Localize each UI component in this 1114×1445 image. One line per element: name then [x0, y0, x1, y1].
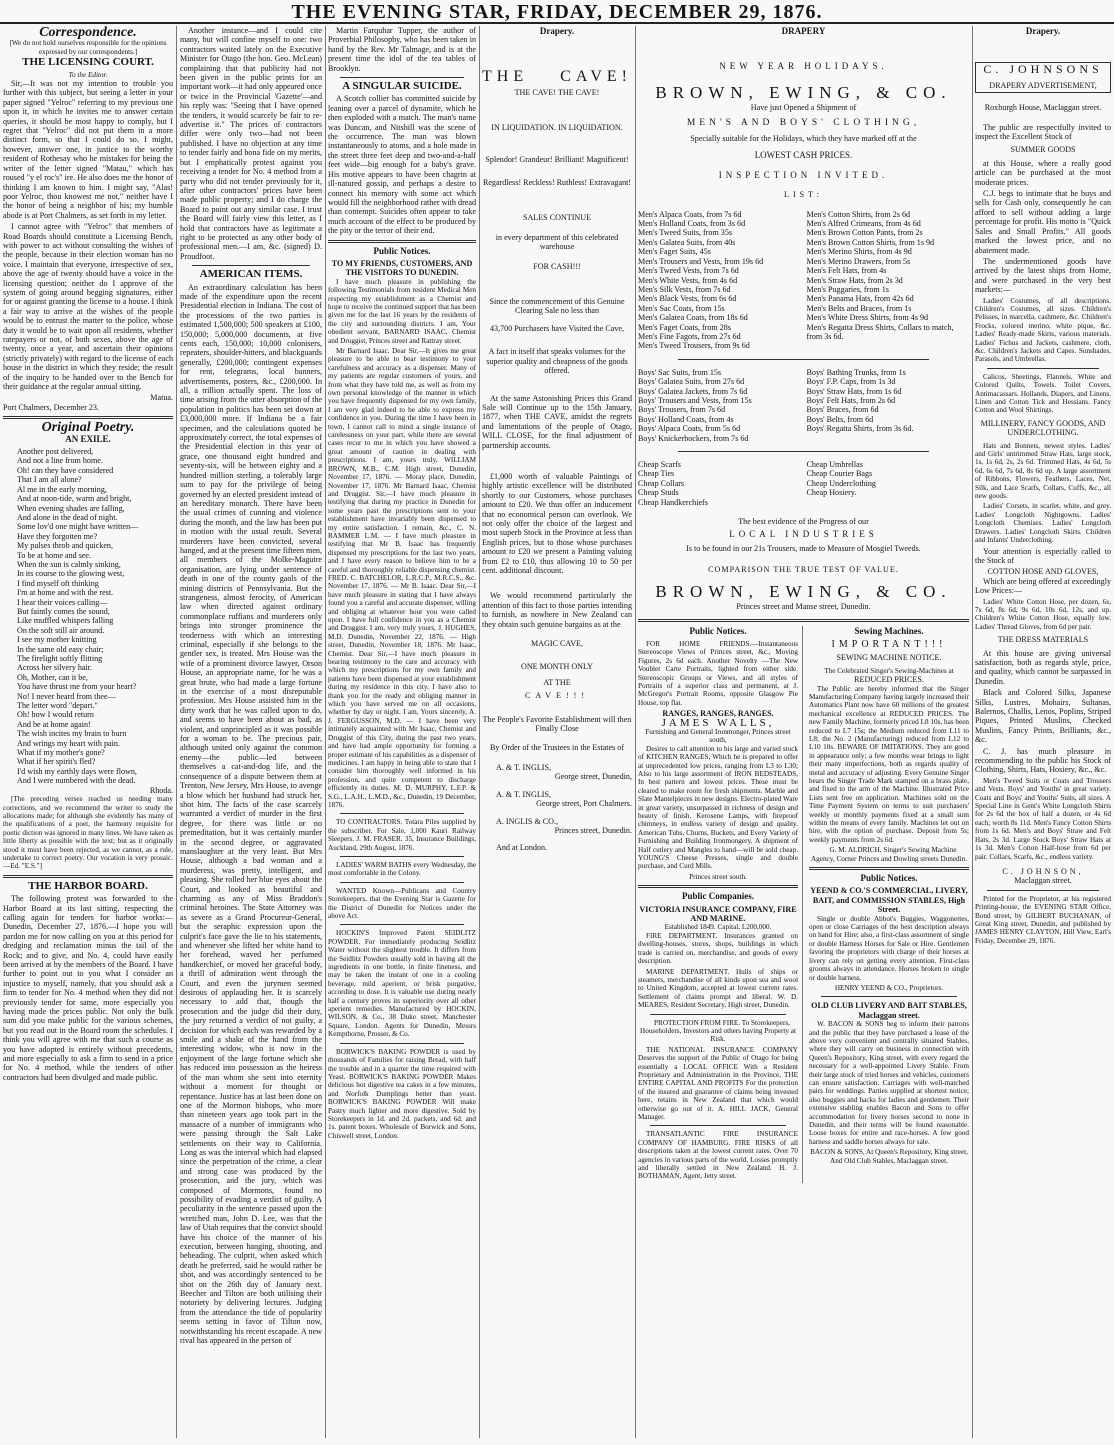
list-item: Boys' Trousers and Vests, from 15s [638, 395, 752, 405]
trustee: A. INGLIS & CO., [496, 816, 559, 826]
list-item: Men's Belts and Braces, from 1s [806, 303, 912, 313]
poem-line: And alone in the dead of night. [17, 512, 118, 522]
list-item: Men's Cotton Shirts, from 2s 6d [806, 209, 911, 219]
advert-borwick: BORWICK'S BAKING POWDER is used by thousands of Families for raising Bread, with half the trouble and in a quarter the time required with Yeast. BORWICK'S BAKING POWDER Makes delicious hot digestive tea cakes in a few minutes, and Norfolk Dumplings better than yeast. BORWICK'S BAKING POWDER Will make Pastry much lighter and more digestive. Sold by Storekeepers in 1d. and 2d. packets, and 6d. and 1s. patent boxes. Wholesale of Borwick and Sons, Chiswell street, London. [328, 1047, 476, 1140]
list-item: Men's Tweed Suits, from 35s [638, 228, 733, 238]
list-item: Boys' Galatea Jackets, from 7s 6d [638, 386, 748, 396]
poem-line: Oh, Mother, can it be, [17, 672, 88, 682]
poem-line: In its course to the glowing west, [17, 569, 125, 579]
poem-line: And I were numbered with the dead. [17, 776, 136, 786]
cave-title: THE [482, 68, 529, 86]
lowest-prices: LOWEST CASH PRICES. [754, 150, 853, 161]
dateline: Port Chalmers, December 23. [3, 402, 99, 412]
section-label: Public Notices. [373, 245, 431, 256]
list-item: Men's Merino Shirts, from 4s 9d [806, 247, 912, 257]
bacon-body: W. BACON & SONS beg to inform their patrons and the public that they have purchased a lease of the above very convenient and centrally situated Stables, where they will carry on business in connection with Queen's Repository, King street, with every regard the necessary for a well-appointed Livery Stable. From their large stock of tried horses and vehicles, customers can ensure satisfaction. Carriages with well-matched pairs for weddings. Parties supplied at shortest notice; also buggies and hacks for ladies and gentlemen. Their extensive stabling enables Bacon and Sons to offer accommodation for livery horses second to none in Dunedin, and their terms will be found reasonable. Loose boxes for entire and race-horses. A few good harness and saddle horses always for sale. [809, 1020, 969, 1146]
list-item: Cheap Collars [638, 478, 685, 488]
signature: Matua. [150, 393, 173, 403]
firm-name: BROWN, EWING, & CO. [655, 82, 952, 102]
poem-line: Oh! can they have considered [17, 465, 114, 475]
mens-list-right [807, 210, 970, 351]
column-notices [325, 26, 480, 1438]
divider [650, 1014, 786, 1015]
poem-line: Al me in the early morning, [17, 484, 107, 494]
cotton-hose: COTTON HOSE AND GLOVES, [987, 567, 1099, 577]
cheap-list-right [807, 460, 970, 507]
poem-line: I see my mother knitting [17, 635, 97, 645]
list-item: Men's Felt Hats, from 4s [806, 266, 887, 276]
poem-line: No! I never heard from thee— [17, 691, 116, 701]
list-item: Men's Brown Cotton Pants, from 2s [806, 228, 923, 238]
sales-continue: SALES CONTINUE [522, 213, 592, 223]
list-item: Boys' Felt Hats, from 2s 6d [806, 395, 896, 405]
poem-line: When the sun is calmly sinking, [17, 559, 121, 569]
splendor-line: Splendor! Grandeur! Brilliant! Magnificent! [485, 154, 629, 164]
suitable-line: Specially suitable for the Holidays, which they have marked off at the [690, 134, 917, 144]
divider [678, 451, 929, 452]
clothing-list: Men's Tweed Suits or Coats and Trousers and Vests. Boys' and Youths' in great variety. Coats and Boys' and Youths' Suits, all sizes. A Special Line in Gent's White Longcloth Shirts for 2s 6d the box of half a dozen, or 4s 6d each; worth 8s 11d. Men's Fancy Cotton Shirts from 1s 6d. Men's and Boys' Straw and Felt Hats, 2s 3d. Large Stock Boys' Straw Hats at 1s 3d. Men's Cotton Half-hose from 6d per pair. Collars, Scarfs, &c., endless variety. [975, 776, 1111, 861]
list-item: Men's Fine Fagots, from 27s 6d [638, 331, 741, 341]
fire-department: FIRE DEPARTMENT. Insurances granted on dwelling-houses, stores, shops, buildings in which trade is carried on, merchandise, and goods of every description. [638, 931, 798, 966]
list-item: Men's Regatta Dress Shirts, Collars to match, from 3s 6d. [806, 322, 954, 341]
article-body: I cannot agree with "Yelroc" that members of Road Boards should constitute a Licensing Bench, with power to act without consulting the wishes of the people, because in their election woman has no voice. I maintain that everyone, irrespective of sex, above the age of twenty should have a voice in the licensing question; neither do I approve of the system of going around begging signatures, either for or against granting the license to a house. I think a fair way to arrive at the wishes of the people would be to entrust the matter to the police, whose duty it would be to wait upon all residents, whether ratepayers or not, of both sexes, above the age of twenty, once a year, and ascertain their opinions (strictly privately) with regard to the license of each house in the district in which they reside; the result of the inquiry to be handed over to the Bench for their guidance at the regular annual sitting. [3, 222, 173, 392]
walls-sign: Princes street south. [689, 872, 747, 881]
cave-title: CAVE! [560, 68, 632, 86]
ranges-heading: RANGES, RANGES, RANGES. [662, 709, 774, 719]
poem-line: Some lov'd one might have written— [17, 522, 139, 532]
article-body: Martin Farquhar Tupper, the author of Proverbial Philosophy, who has been taken in hand by the Rev. Mr Talmage, and is at the present time the idol of the tea tables of Brooklyn. [328, 26, 476, 73]
article-body: An extraordinary calculation has been made of the expenditure upon the recent Presidential election in Indiana. The cost of the processions of the two parties is estimated 1,500,000; 500 speakers at £100, 150,000; 5,000,000 documents, at five cents each, 150,000; 10,000 colonisers, repeaters, shoulder-hitters, and blackguards generally, £200,000; contingent expenses for rent, telegrams, local banners, advertisements, posters, &c., £200,000. In all, a trillion actually spent. The loss of time arising from the utter absorption of the population in politics has been set down at £3,000,000 more. If Indiana be a fair specimen, and the calculations quoted be approximately correct, the total expenses of the Presidential election in this year of grace, one thousand eight hundred and seventy-six, will be between eighty and a hundred million sterling, a tolerably large sum to pay for the privilege of being governed by an elected president instead of an hereditary monarch. There have been the usual crimes of cunning and violence during the month, and the law has been put in motion with the usual result. Several murderers have been convicted, several hanged, and at the present time fifteen men, all members of the Molke-Maguire organisation, are lying under sentence of death in one of the county gaols of the mining districts of Pennsylvania. But the strangeness, almost ferocity, of American law when directed against ordinary commonplace ruffians and murderers only brings into stronger prominence the tenderness with which an interesting criminal, especially if she belongs to the gentler sex, is treated. Mrs House was the wife of a prominent divorce lawyer, Orson House, an appropriate name, for he was a great brute, who had made a large fortune in the exercise of a most disreputable profession. Mrs House assisted him in the dirty work that he was called upon to do, and seems to have been about as bad, as violent, and unprincipled as it was possible for a woman to be. The precious pair, although united only against the common enemy—the public—led between themselves a cat-and-dog life, and the consequence of a dispute between them at Trenton, New Jersey, Mrs House, to avenge a blow which her husband had struck her, shot him. The facts of the case scarcely warranted a verdict of murder in the first degree, for there was little or no premeditation, but it was certainly murder in the second degree, or aggravated manslaughter at the very least. But Mrs House, although a bad woman and a murderess, was pretty, intelligent, and pleasing. She rolled her blue eyes about the Court, and looked as beautiful and charming as any of Miss Braddon's criminal heroines. The State Attorney was as severe as a Grand Procureur-General, but the seraphic expression upon the culprit's face gave the lie to his statements, and whenever she lifted her white hand to her forehead, waved her perfumed handkerchief, or moved her graceful body, a thrill of admiration went through the Court, and even the jurymen seemed desirous of applauding her. It is scarcely necessary to add that, though the prosecution and the judge did their duty, the jury returned a verdict of not guilty, a decision for which each was rewarded by a smile and a shake of the hand from the interesting widow, who is now in the enjoyment of the large fortune which she has reduced into possession as the heiress of the man whom she sent into eternity without a moment for thought or repentance. Justice has at last been done on one of the Mormon bishops, who more than nineteen years ago took part in the massacre of a number of immigrants who were passing through the Salt Lake settlements on their way to California. Long as was the interval which had elapsed since the perpetration of the crime, a clear and strong case was produced by the prosecution, and the jury, which was composed of Mormons, found no possibility of evading a verdict of guilty. A peculiarity in the sentence passed upon the wretched man, John D. Lee, was that the law of Utah requires that the convict should have his choice of the manner of his execution, between hanging, shooting, and beheading. The culprit, when asked which death he preferred, said he would rather be shot, and was accordingly sentenced to be shot on the 26th day of January next. Beecher and Tilton are both utilising their notoriety by delivering lectures. Judging from the attendance the tide of popularity seems setting in favor of Tilton now, notwithstanding his recent escapade. A new rival has appeared in the person of [180, 282, 322, 1346]
favorite-line: The People's Favorite Establishment will then Finally Close [482, 714, 632, 734]
section-label: Drapery. [539, 26, 575, 36]
list-item: Men's Tweed Trousers, from 9s 6d [638, 341, 750, 351]
magic-cave: MAGIC CAVE, [530, 639, 584, 649]
notice-wanted: WANTED Known—Publicans and Country Storekeepers, that the Evening Star is Gazette for the District of Dunedin for Notices under the above Act. [328, 886, 476, 920]
cave-repeat: CAVE!!! [524, 691, 590, 701]
list-item: Cheap Underclothing [806, 478, 876, 488]
poem-line: I hear their voices calling— [17, 597, 108, 607]
goods-arrived: The undermentioned goods have arrived by the latest ships from Home, and were purchased in the very best markets:— [975, 256, 1111, 295]
list-item: Boys' F.P. Caps, from 1s 3d [806, 377, 896, 387]
dress-list: Black and Colored Silks, Japanese Silks, Lustres, Mohairs, Sultanas, Balernos, Challis, Lenos, Poplins, Striped Piques, Printed Muslins, Checked Muslins, Fancy Prints, Brilliants, &c., &c. [975, 688, 1111, 745]
sewing-notice: SEWING MACHINE NOTICE. [836, 653, 942, 663]
masthead-title: THE EVENING STAR, FRIDAY, DECEMBER 29, 1876. [291, 1, 823, 23]
walls-body: Desires to call attention to his large and varied stock of KITCHEN RANGES, Which he is prepared to offer at unprecedented low prices, ranging from L3 to L30; Also to his large assortment of IRON BEDSTEADS, In best pattern and lowest prices. These must be cleared to make room for fresh shipments. Marble and Slate Mantelpieces in new designs. Electro-plated Ware in great variety, unsurpassed in richness of design and beauty of finish. Kerosene Lamps, with fireproof chimneys, in endless variety of design and quality. American Tubs, Churns, Buckets, and Every Variety of Furnishing and Building Ironmongery. A shipment of Half cutlery and Mangles to hand—will be sold cheap. YOUNG'S Cheese Presses, single and double purchase, and Curd Mills. [638, 744, 798, 871]
notice-contractors: TO CONTRACTORS. Totara Piles supplied by the subscriber. For Sale, 1,000 Kauri Railway Sleepers. J. M. FRASER. 35, Insurance Buildings, Auckland, 29th August, 1876. [328, 818, 476, 852]
article-body: Sir,—It was not my intention to trouble you further with this subject, but seeing a letter in your paper signed "Yelroc" referring to my previous one upon it, in which he invites me to answer certain queries, it should be most happy to comply, but I regret that "Yelroc" did not put them in a more distinct form, so that I could do so. I might, however, answer one, in justice to the worthy resident of Rothesay who he mistakes for being the writer of the letter signed "Matau," which has roused "y el roc's" ire. He also does me the honor of thinking I am known to him. I might say, "Alas! poor Yelroc, thou knowest me not," neither have I the honor of being a neighbor of his; my humble abode is at Port Chalmers, as set forth in my letter. [3, 79, 173, 220]
boys-list-right [807, 368, 970, 443]
mens-list-left [638, 210, 801, 351]
goods-list-2: Calicos, Sheetings, Flannels. White and Colored Quilts, Towels. Toilet Covers, Antimacassars. Hollands, Diapers, and Linens. Linen and Cotton Tick and Hessians. Fancy Cotton and Wool Shirtings. [975, 372, 1111, 415]
divider [340, 856, 464, 857]
evidence-line: The best evidence of the Progress of our [738, 517, 869, 527]
poem-line: Another post delivered, [17, 447, 94, 457]
trustee: A. & T. INGLIS, [496, 762, 552, 772]
section-label: DRAPERY [781, 26, 826, 36]
lower-section [638, 626, 969, 1182]
divider [340, 1043, 464, 1044]
trustee-london: And at London. [496, 843, 548, 853]
divider [340, 924, 464, 925]
poem-line: I'd wish my earthly days were flown, [17, 766, 137, 776]
victoria-title: VICTORIA INSURANCE COMPANY, FIRE AND MARINE. [639, 904, 797, 924]
for-cash: FOR CASH!!! [533, 261, 581, 271]
list-item: Men's Alfred Crimeans, from 4s 6d [806, 219, 921, 229]
article-subtitle: To the Editor. [68, 70, 108, 79]
column-articles [177, 26, 326, 1438]
divider [987, 890, 1099, 891]
divider [650, 1125, 786, 1126]
poem-line: And at noon-tide, warm and bright, [17, 494, 132, 504]
list-item: Boys' Regatta Shirts, from 3s 6d. [806, 424, 914, 434]
poem-line: And be at home again! [17, 719, 91, 729]
public-invite-2: at this House, where a really good article can be purchased at the most moderate prices. [975, 158, 1111, 187]
poem-line: Oh! how I would return [17, 710, 94, 720]
poem-line: You have thrust me from your heart? [17, 682, 137, 692]
poem-line: In the same old easy chair; [17, 644, 104, 654]
list-item: Cheap Handkerchiefs [638, 497, 708, 507]
poem-line: When evening shades are falling, [17, 503, 125, 513]
article-title: A SINGULAR SUICIDE. [342, 80, 462, 93]
poem-line: Like muffled whispers falling [17, 616, 114, 626]
list-item: Boys' Holland Coats, from 4s [638, 414, 734, 424]
divider [340, 813, 464, 814]
list-item: Men's Galatea Coats, from 18s 6d [638, 313, 748, 323]
sewing-body: The Public are hereby informed that the Singer Manufacturing Company having largely increased their Automatics Plant now have 60 millions of the greatest mechanical excellence at REDUCED PRICES. The new Family Machine, formerly priced L8 10s, has been reduced to L7 15s; the Medium reduced from L11 to L8; the No. 2 (Manufacturing) reduced from L12 to L10 10s. BEWARE OF IMITATIONS. They are good in appearance only; a few months wear brings to light their many imperfections, both as regards quality of metal and accuracy of adjusting. Every Genuine Singer bears the Singer Trade Mark stamped on a brass plate, and fixed to the arm of the Machine. Illustrated Price Lists sent free on application. Machines sold on the Time Payment System on terms to suit purchasers' weekly or monthly payments fixed at a small sum within the means of every family. Machines let out on hire, with the option of purchase. Deposit from 5s; weekly payments from 2s 6d. [809, 684, 969, 844]
trustee-address: George street, Port Chalmers. [536, 799, 632, 809]
bacon-sign: BACON & SONS, At Queen's Repository, King street, And Old Club Stables, Maclaggan street. [810, 1148, 968, 1165]
johnsons-name: C. JOHNSONS [983, 62, 1103, 77]
aldrich-sign: G. M. ALDRICH, Singer's Sewing Machine Agency, Corner Princes and Dowling streets Dunedin. [810, 846, 968, 863]
poem-line: Have they forgotten me? [17, 531, 98, 541]
purchasers-line: 43,700 Purchasers have Visited the Cave, [489, 323, 624, 333]
auction-text: At the same Astonishing Prices this Grand Sale will Continue up to the 15th January, 1877, when THE CAVE, amidst the regrets and lamentations of the people of Otago, WILL CLOSE, for the final adjustment of partnership accounts. [482, 393, 632, 450]
list-item: Boys' Knickerbockers, from 7s 6d [638, 433, 749, 443]
cave-subtitle: THE CAVE! THE CAVE! [514, 87, 600, 97]
transatlantic-insurance: TRANSATLANTIC FIRE INSURANCE COMPANY OF HAMBURG. FIRE RISKS of all descriptions taken at the lowest current rates. Over 70 agencies in various parts of the world. Losses promptly and liberally settled in New Zealand. H. J. BOTHAMAN, Agent, Jetty street. [638, 1130, 798, 1181]
millinery-heading: MILLINERY, FANCY GOODS, AND UNDERCLOTHING. [980, 418, 1106, 438]
list-item: Men's Panama Hats, from 42s 6d [806, 294, 914, 304]
article-title: AMERICAN ITEMS. [199, 268, 303, 281]
poem-body [3, 447, 173, 786]
list-item: Cheap Umbrellas [806, 460, 863, 469]
divider [809, 867, 969, 870]
public-invite: The public are respectfully invited to inspect the Excellent Stock of [975, 122, 1111, 142]
victoria-established: Established 1849. Capital, L200,000. [664, 923, 772, 932]
notice-body: I have much pleasure in publishing the following Testimonials from resident Medical Men respecting my establishment as a Chemist and hope to receive the continued support that has been given me for the last 16 years by the residents of the city and surrounding districts. I am, Your obedient servant, BARNARD ISAAC, Chemist and Druggist, Princes street and Rattray street. [328, 277, 476, 345]
sales-every: in every department of this celebrated warehouse [495, 232, 619, 252]
drapery-adv: DRAPERY ADVERTISEMENT, [989, 80, 1097, 90]
johnson-box [975, 62, 1111, 93]
editor-note: [The preceding verses reached us needing many corrections, and we recommend the writer to study the allocations made; for although she evidently has many of the qualifications of a poet, the harmony requisite for poetic diction was ignored in many lines. We have taken as little liberty as possible with the text; but as it originally stood it must have been rejected, as we cannot, as a rule, undertake to correct poetry. Our vocation is very prosaic.—Ed. "E.S."] [3, 795, 173, 871]
list-item: Men's Faget Coats, from 28s [638, 322, 731, 332]
poem-line: The letter word "depart." [17, 701, 98, 711]
summer-goods: SUMMER GOODS [1010, 145, 1076, 155]
list-item: Men's Sac Coats, from 15s [638, 303, 725, 313]
order-line: By Order of the Trustees in the Estates of [490, 743, 624, 753]
boys-list [638, 368, 969, 443]
list-item: Men's Puggaries, from 1s [806, 284, 889, 294]
list-item: Men's Black Vests, from 6s 6d [638, 294, 737, 304]
walls-trade: Furnishing and General Ironmonger, Princes street south, [645, 727, 791, 745]
testimonials: Mr Barnard Isaac. Dear Sir,—It gives me great pleasure to be able to bear testimony to your carefulness and accuracy as a dispenser. Many of my patients are regular customers of yours, and from what they have told me, as well as from my own personal knowledge of the manner in which you have frequently dispensed for my own family, I am very glad indeed to be able to express my confidence in you. During the time I have been in town, I cannot call to mind a single instance of carelessness on your part, while there are several cases recur to me in which you have showed a great amount of caution in dealing with prescriptions. I am, yours truly, WILLIAM BROWN, M.B., C.M. High street, Dunedin, November 17, 1876. — Moray place, Dunedin, November 17, 1876. Mr Barnard Isaac, Chemist and Druggist. Sir,—I have much pleasure in testifying that during my practice in Dunedin for some years past the prescriptions sent to your establishment have invariably been dispensed to my entire satisfaction. I remain, &c., C. N. RAMMER L.M. — I have much pleasure in testifying that Mr B. Isaac has frequently dispensed my prescriptions for the last two years, and I have every reason to believe him to be a careful and thoroughly reliable dispensing chemist. FRED. C. BATCHELOR, L.R.C.P., M.R.C.S., &c. November 17, 1876. — Mr B. Isaac. Dear Sir,—I have much pleasure in stating that I have always found you a careful and accurate dispenser, willing and obliging at whatever hour you were called upon. I have full confidence in you as a Chemist and Druggist. I am, very truly yours, J. HUGHES, M.D. Dunedin, November 22, 1876. — High street, Dunedin, November 18, 1876. Mr Isaac, Chemist. Dear Sir,—I have much pleasure in bearing testimony to the care and accuracy with which my prescriptions for my own family and patients have been dispensed at your establishment during my residence in this city. I have also to thank you for the ready and obliging manner in which you have served me on all occasions, whether by day or night. I am, Yours sincerely, A. J. FERGUSSON, M.D. — I have been very intimately acquainted with Mr Isaac, Chemist and Druggist of this City, during the past two years, and have had ample opportunity for forming a proper estimate of his capabilities as a dispenser of medicines. I am happy in being able to state that I consider him thoroughly well informed in his profession, and quite competent to discharge efficiently its duties. M. D. MURPHY, L.F.P. & S.G., L.A.H., L.M.D., &c., Dunedin, 19 December, 1876. [328, 347, 476, 809]
list-item: Boys' Trousers, from 7s 6d [638, 405, 726, 415]
attention-line: Your attention is especially called to the Stock of [975, 546, 1111, 565]
section-label: Public Notices. [689, 626, 747, 637]
yeend-title: YEEND & CO.'S COMMERCIAL, LIVERY, BAIT, and COMMISSION STABLES, High Street. [810, 886, 968, 915]
list-item: Men's Faget Suits, 45s [638, 247, 711, 257]
poem-line: To be at home and see. [17, 550, 92, 560]
celebrated-line: The Celebrated Singer's Sewing-Machines at [824, 666, 954, 675]
list-item: Boys' Straw Hats, from 1s 6d [806, 386, 902, 396]
walls-name: JAMES WALLS, [661, 716, 775, 729]
section-heading: Correspondence. [39, 26, 137, 40]
section-label: Public Companies. [681, 891, 754, 902]
list-item: Boys' Sac Suits, from 15s [638, 367, 722, 377]
goods-list-4: Ladies' Corsets, in scarlet, white, and grey. Ladies' Longcloth Nightgowns. Ladies' Longcloth Chemises. Ladies' Longcloth Drawers. Ladies' Longcloth Skirts. Children and Infants' Underclothing. [975, 502, 1111, 545]
hose-list: Ladies' White Cotton Hose, per dozen, 6s, 7s 6d, 8s 6d, 9s 6d, 10s 6d, 12s, and up. Children's White Cotton Hose, equally low. Ladies' Thread Gloves, from 6d per pair. [975, 597, 1111, 631]
poem-line: The firelight softly flitting [17, 654, 103, 663]
divider [340, 77, 464, 78]
list-item: Men's Trousers and Vests, from 19s 6d [638, 256, 764, 266]
home-friends-notice: FOR HOME FRIENDS.—Instantaneous Stereoscope Views of Princes street, &c., Moving Figures, 2s 6d each. Another Novelty —The New Voublet Carte Portraits, lighted from either side. Stereoscopic Groups or Views, and all styles of Portraits of a superior class and permanent, at J. McGregor's Portrait Rooms, opposite Glasgow Pie House, top flat. [638, 639, 798, 707]
advert-hockins: HOCKIN'S Improved Patent SEIDLITZ POWDER. For immediately producing Seidlitz Water without the slightest trouble. It differs from the Seidlitz Powders usually sold in having all the ingredients in one bottle, in finite fineness, and may be taken the instant of one in a cooling beverage, mild aperient, or brisk purgative, according to dose. It is valuable use during nearly half a century proves its superiority over all other aperient remedies. Manufactured by HOCKIN, WILSON, & Co., 38 Duke street, Manchester Square, London. Agents for Dunedin, Messrs Kempthorne, Prosser, & Co. [328, 929, 476, 1039]
list-item: Men's Tweed Vests, from 7s 6d [638, 266, 739, 276]
article-body: Another instance—and I could cite many, but will confine myself to one: two contractors waited lately on the Executive Minister for Otago (the hon. Geo. McLean) complaining that that publicity had not been given in the public prints for an important work—it had only appeared once or twice in the Provincial 'Gazette'—and his reply was: "Seeing that I have opened the tenders, it would scarcely be fair to re-advertise it." The prices of contractors differ were only two—had not been published. I have no objection at any time to tender fairly and bona fide on my merits, but I emphatically protest against you receiving a tender for No. 4 method from a party who did not tender previously for it, after other contractors' prices have been made public property; and I do charge the Board to point out any similar case. I trust the Board will fairly view this letter, as I hold that contractors have as legitimate a right to be protected as any other body of professional men.—I am, &c. (signed) D. Proudfoot. [180, 26, 322, 261]
mens-list [638, 210, 969, 351]
johnson-sign: C. JOHNSON, [1002, 866, 1084, 876]
cj-recommend: C. J. has much pleasure in recommending to the public his Stock of Clothing, Shirts, Hats, Hosiery, &c., &c. [975, 746, 1111, 775]
section-label: Public Notices. [860, 873, 918, 884]
divider [3, 875, 173, 878]
article-title: THE HARBOR BOARD. [28, 879, 148, 892]
marine-department: MARINE DEPARTMENT. Hulls of ships or steamers, merchandise of all kinds upon sea and wool to United Kingdom, accepted at lowest current rates. Settlement of claims prompt and liberal. W. D. MEARES, Resident Secretary, High street, Dunedin. [638, 967, 798, 1010]
list-item: Men's Holland Coats, from 3s 6d [638, 219, 746, 229]
list-item: Men's Galatea Suits, from 40s [638, 237, 736, 247]
divider [638, 885, 798, 888]
goods-list-1: Ladies' Costumes, of all descriptions. Children's Costumes, all sizes. Children's Pelisses, in marcella, cashmere, &c. Children's Frocks, colored merino, white pique, &c. Ladies' Ready-made Skirts, various materials. Ladies' Fichus and Jackets, cashmere, cloth, &c. Children's Jackets and Capes. Sunshades, Parasols, and Umbrellas. [975, 296, 1111, 364]
list-item: Boys' Bathing Trunks, from 1s [806, 367, 906, 377]
article-body: A Scotch collier has committed suicide by leaning over a parcel of dynamite, which he then exploded with a match. The man's name was Duncan, and Nitshill was the scene of the occurrence. The man was blown instantaneously to atoms, and a hole made in the street three feet deep and two-and-a-half feet wide—big enough for a baby's grave. His motive appears to have been chagrin at ill-natured gossip, and perhaps a desire to connect his memory with some act which would fill the neighborhood rather with dread than contempt. Suicides often appear to take much account of the effect to be produced by the pity or the terror of their end. [328, 94, 476, 236]
poem-line: And wrings my heart with pain. [17, 738, 120, 748]
holidays-heading: NEW YEAR HOLIDAYS. [719, 61, 888, 72]
at-the: AT THE [543, 677, 571, 687]
poem-line: But faintly comes the sound, [17, 606, 110, 616]
column-johnson-drapery [972, 26, 1114, 1438]
dress-heading: THE DRESS MATERIALS [997, 635, 1089, 645]
dress-body: At this house are giving universal satisfaction, both as regards style, price, and quality, which cannot be surpassed in Dunedin. [975, 648, 1111, 686]
one-month: ONE MONTH ONLY [520, 662, 594, 672]
poem-line: What if my mother's gone? [17, 748, 105, 758]
national-insurance: THE NATIONAL INSURANCE COMPANY Deserves the support of the Public of Otago for being essentially a LOCAL OFFICE With a Resident Proprietary and Administration in the Province, THE ENTIRE CAPITAL AND PROFITS For the protection of the insured and guarantee of claims being invested here, retains in New Zealand that which would otherwise go out of it. A. HILL JACK, General Manager. [638, 1045, 798, 1121]
list-item: Men's Silk Vests, from 7s 6d [638, 284, 731, 294]
poem-line: I find myself oft thinking [17, 578, 99, 588]
column-cave-advert [479, 26, 636, 1438]
protection-notice: PROTECTION FROM FIRE. To Storekeepers, Householders, Investors and others having Property at Risk. [640, 1018, 796, 1044]
poem-line: I'm at home and with the rest. [17, 588, 114, 598]
poem-title: AN EXILE. [65, 433, 111, 444]
column-brown-ewing [635, 26, 973, 1438]
found-line: Is to be found in our 21s Trousers, made to Measure of Mosgiel Tweeds. [686, 543, 921, 553]
inspection-invited: INSPECTION INVITED. [718, 169, 889, 180]
article-body: The following protest was forwarded to the Harbor Board at its last sitting, respecting the calling again for tenders for harbor works:— Dunedin, December 27, 1876.—I hope you will pardon me for now calling on you at this period for dredging and reclamation minus the tail of the Rock; and to give, and No. 4, could have easily been arrived at by the members of the Board. I have further to point out to you what I consider an injustice to myself, namely, that you should ask a firm to tender for No. 4 method when they did not previously tender for same, more especially you having made the prices public. Not only the bulk sum did you make public for the various schemes, but you read out in the Board room the schedules. I think you will agree with me that such a course as you have adopted is entirely without precedents, and more especially to ask a firm to send in a price for No. 4 method, while the tenders of other contractors had been divulged and made public. [3, 894, 173, 1082]
lower-right [809, 626, 969, 1182]
roxburgh-line: Roxburgh House, Maclaggan street. [984, 103, 1102, 113]
poem-line: On the soft still air around. [17, 625, 105, 635]
fact-line: A fact in itself that speaks volumes for the superior quality and cheapness of the goods offered. [486, 347, 628, 376]
firm-name: BROWN, EWING, & CO. [655, 581, 952, 601]
since-line: Since the commencement of this Genuine Clearing Sale no less than [489, 297, 625, 316]
mens-clothing: MEN'S AND BOYS' CLOTHING, [686, 117, 921, 128]
divider [192, 265, 310, 266]
list-item: Cheap Studs [638, 488, 679, 498]
list-item: Men's Alpaca Coats, from 7s 6d [638, 209, 742, 219]
liquidation-line: IN LIQUIDATION. IN LIQUIDATION. [491, 123, 623, 133]
poem-line: The wish incites my brain to burn [17, 729, 127, 739]
divider [987, 368, 1099, 369]
paintings-text: £1,000 worth of valuable Paintings of highly artistic excellence will be distributed shortly to our Customers, whose purchases amount to £20. We thus offer an inducement that no economical person can overlook. We not only offer the choice of the largest and most superb Stock in the Province at less than English prices, but to those whose purchases amount to £20 we present a Painting valuing from £2 to £10, thus allowing 10 to 50 per cent. additional discount. [482, 471, 632, 575]
reduced-prices: REDUCED PRICES. [854, 675, 924, 685]
opened-line: Have just Opened a Shipment of [750, 103, 857, 113]
cheap-list-left [638, 460, 801, 507]
offering-line: Which are being offered at exceedingly Low Prices:— [975, 576, 1111, 596]
boys-list-left [638, 368, 801, 443]
important-heading: IMPORTANT!!! [831, 638, 947, 650]
list-item: Boys' Alpaca Coats, from 5s 6d [638, 424, 741, 434]
divider [821, 996, 957, 997]
divider [340, 882, 464, 883]
list-item: Cheap Ties [638, 469, 675, 479]
section-label: Sewing Machines. [854, 626, 924, 637]
divider [638, 619, 969, 622]
poem-line: Across her silvery hair. [17, 663, 93, 673]
poem-line: What if her spirit's fled? [17, 757, 96, 767]
yeend-body: Single or double Abbot's Buggies, Waggonettes, open or close Carriages of the best description always on hand for Hire; also, a first-class assortment of single or double Harness Horses for Sale or Hire. Gentlemen favoring the proprietors with charge of their horses at livery can rely on getting every attention. First-class grooms always in attendance. Horses broken to single or double harness. [809, 914, 969, 982]
local-industries: LOCAL INDUSTRIES [729, 529, 878, 540]
goods-list-3: Hats and Bonnets, newest styles. Ladies' and Girls' untrimmed Straw Hats, large stock, 1s, 1s 6d, 2s, 2s 6d. Trimmed Hats, 4s 6d, 5s 6d, 6s 6d, 7s 6d, 8s 6d up. A large assortment of Ribbons, Flowers, Feathers, Laces, Net, Silk, and Lace Scarfs, Collars, Cuffs, &c., all new goods. [975, 441, 1111, 501]
cj-intimation: C.J. begs to intimate that he buys and sells for Cash only, consequently he can afford to sell without adding a large percentage for profit. His motto is "Quick Sales and Small Profits." All goods marked the lowest price, and no abatement made. [975, 189, 1111, 255]
section-label: Drapery. [1025, 26, 1061, 36]
notice-baths: LADIES' WARM BATHS every Wednesday, the most comfortable in the Colony. [328, 860, 476, 878]
signature: Rhoda. [149, 785, 173, 795]
comparison-line: COMPARISON THE TRUE TEST OF VALUE. [708, 565, 899, 575]
old-club-title: OLD CLUB LIVERY AND BAIT STABLES, Maclaggan street. [811, 1001, 967, 1020]
regardless-line: Regardless! Reckless! Ruthless! Extravagant! [482, 178, 632, 188]
list-item: Men's White Dress Shirts, from 4s 9d [806, 313, 929, 323]
trustee: A. & T. INGLIS, [496, 789, 552, 799]
poem-line: That I am all alone? [17, 475, 82, 485]
divider [678, 359, 929, 360]
list-heading: LIST: [784, 190, 823, 200]
column-correspondence [0, 26, 177, 1438]
notice-title: TO MY FRIENDS, CUSTOMERS, AND THE VISITORS TO DUNEDIN. [331, 258, 473, 278]
list-item: Cheap Courier Bags [806, 469, 873, 479]
trustee-address: George street, Dunedin, [554, 772, 632, 782]
trustee-address: Princes street, Dunedin. [554, 825, 632, 835]
disclaimer: [We do not hold ourselves responsible for the opinions expressed by our correspondents.] [9, 39, 167, 56]
yeend-sign: HENRY YEEND & CO., Proprietors. [834, 983, 944, 992]
list-item: Cheap Hosiery. [806, 488, 857, 498]
list-item: Boys' Belts, from 6d [806, 414, 874, 424]
list-item: Men's Merino Drawers, from 5s [806, 256, 911, 266]
list-item: Men's White Vests, from 4s 6d [638, 275, 738, 285]
list-item: Men's Brown Cotton Shirts, from 1s 9d [806, 237, 935, 247]
lower-left [638, 626, 803, 1182]
poem-line: My pulses throb and quicken, [17, 541, 113, 551]
poem-line: And not a line from home. [17, 456, 103, 466]
masthead [0, 0, 1114, 24]
recommend-text: We would recommend particularly the attention of this fact to those parties intending to furnish, as nowhere in New Zealand can they obtain such genuine bargains as at the [482, 591, 632, 629]
list-item: Boys' Braces, from 6d [806, 405, 879, 415]
firm-address: Princes street and Manse street, Dunedin. [736, 602, 871, 612]
list-item: Cheap Scarfs [638, 460, 681, 469]
divider [3, 416, 173, 419]
article-title: THE LICENSING COURT. [22, 56, 154, 69]
imprint: Printed for the Proprietor, at his registered Printing-house, the EVENING STAR Office, Bond street, by GILBERT BUCHANAN, of Great King street, Dunedin, and published by JAMES HENRY CLAYTON, Hill View, Earl's Friday, December 29, 1876. [975, 894, 1111, 945]
johnson-address: Maclaggan street. [1014, 876, 1072, 886]
list-item: Boys' Galatea Suits, from 27s 6d [638, 377, 745, 387]
divider [328, 240, 476, 243]
list-item: Men's Straw Hats, from 2s 3d [806, 275, 903, 285]
section-heading: Original Poetry. [41, 420, 135, 436]
cheap-list [638, 460, 969, 507]
